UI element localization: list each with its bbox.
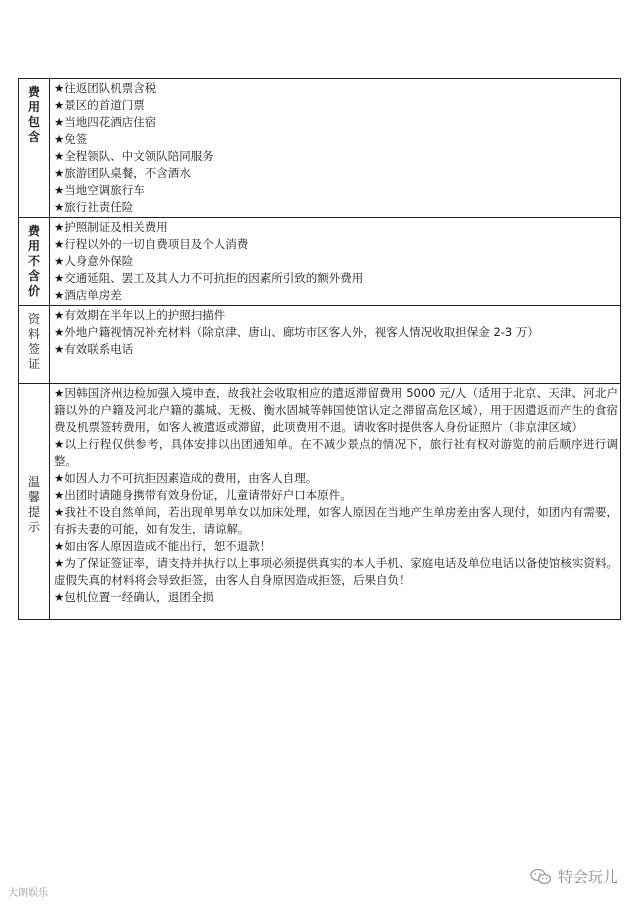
list-item: ★有效联系电话 xyxy=(54,342,134,356)
brand-footer xyxy=(530,866,618,887)
list-item: ★人身意外保险 xyxy=(54,254,134,268)
list-item: ★以上行程仅供参考，具体安排以出团通知单。在不减少景点的情况下，旅行社有权对游览的前后顺序进行调整。 xyxy=(54,437,618,468)
list-item: ★有效期在半年以上的护照扫描件 xyxy=(54,308,226,322)
list-item: ★如由客人原因造成不能出行，恕不退款！ xyxy=(54,539,272,553)
content-included xyxy=(50,79,621,218)
list-item: ★免签 xyxy=(54,132,88,146)
row-tips xyxy=(19,384,621,620)
label-included: 费 用 包 含 xyxy=(19,79,50,218)
list-item: ★往返团队机票含税 xyxy=(54,81,157,95)
list-item: ★如因人力不可抗拒因素造成的费用，由客人自理。 xyxy=(54,471,318,485)
label-tips: 温 馨 提 示 xyxy=(19,384,50,620)
list-item: ★景区的首道门票 xyxy=(54,98,145,112)
wechat-icon xyxy=(530,868,552,886)
itinerary-info-table xyxy=(18,78,621,620)
list-item: ★出团时请随身携带有效身份证，儿童请带好户口本原件。 xyxy=(54,488,352,502)
list-item: ★因韩国济州边检加强入境申查，故我社会收取相应的遣返滞留费用 5000 元/人（适用于北京、天津、河北户籍以外的户籍及河北户籍的藁城、无极、衡水固城等韩国使馆认定之滞留高危区域），用于因遣返而产生的食宿费及机票签转费用，如客人被遣返或滞留，此项费用不退。请收客时提供客人身份证照片（非京津区域） xyxy=(54,386,618,434)
watermark-left: 大朗娱乐 xyxy=(8,888,48,899)
list-item: ★全程领队、中文领队陪同服务 xyxy=(54,149,214,163)
row-visa xyxy=(19,306,621,384)
list-item: ★当地空调旅行车 xyxy=(54,183,145,197)
list-item: ★旅游团队桌餐，不含酒水 xyxy=(54,166,191,180)
itinerary-table-sheet xyxy=(18,78,621,620)
list-item: ★为了保证签证率，请支持并执行以上事项必须提供真实的本人手机、家庭电话及单位电话以备使馆核实资料。虚假失真的材料将会导致拒签，由客人自身原因造成拒签，后果自负！ xyxy=(54,556,618,587)
label-excluded: 费 用 不 含 价 xyxy=(19,218,50,306)
row-excluded xyxy=(19,218,621,306)
list-item: ★旅行社责任险 xyxy=(54,200,134,214)
list-item: ★我社不设自然单间，若出现单男单女以加床处理，如客人原因在当地产生单房差由客人现付，如团内有需要，有拆夫妻的可能，如有发生，请谅解。 xyxy=(54,505,618,536)
brand-name: 特会玩儿 xyxy=(557,868,618,886)
list-item: ★交通延阻、罢工及其人力不可抗拒的因素所引致的额外费用 xyxy=(54,271,364,285)
list-item: ★包机位置一经确认，退团全损 xyxy=(54,590,214,604)
list-item: ★酒店单房差 xyxy=(54,288,122,302)
row-included xyxy=(19,79,621,218)
content-visa xyxy=(50,306,621,384)
list-item: ★当地四花酒店住宿 xyxy=(54,115,157,129)
list-item: ★外地户籍视情况补充材料（除京津、唐山、廊坊市区客人外，视客人情况收取担保金 2-3 万） xyxy=(54,325,539,339)
content-excluded xyxy=(50,218,621,306)
list-item: ★行程以外的一切自费项目及个人消费 xyxy=(54,237,249,251)
list-item: ★护照制证及相关费用 xyxy=(54,220,168,234)
content-tips xyxy=(50,384,621,620)
label-visa: 资 料 签 证 xyxy=(19,306,50,384)
